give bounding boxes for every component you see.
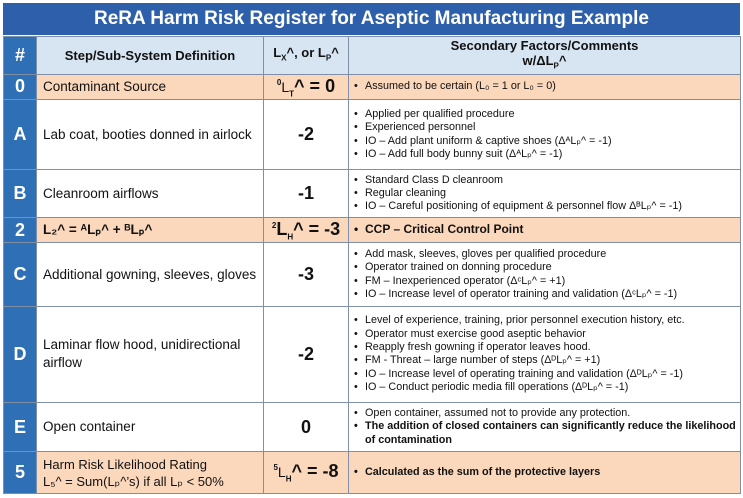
- row-id: A: [4, 99, 37, 170]
- row-comments: [349, 242, 741, 306]
- comment-item: • Standard Class D cleanroom: [353, 174, 740, 187]
- risk-register-table: [3, 36, 741, 494]
- row-comments: [349, 99, 741, 170]
- row-definition: L₂^ = ᴬLₚ^ + ᴮLₚ^: [37, 218, 264, 243]
- comment-item: • Experienced personnel: [353, 121, 740, 134]
- row-comments: [349, 402, 741, 452]
- row-comments: [349, 218, 741, 243]
- comment-item: • IO – Increase level of operator training and validation (ΔᶜLₚ^ = -1): [353, 288, 740, 301]
- row-definition: Open container: [37, 402, 264, 452]
- row-id: 0: [4, 74, 37, 99]
- row-id: B: [4, 170, 37, 218]
- table-row: [4, 307, 741, 402]
- row-definition: Cleanroom airflows: [37, 170, 264, 218]
- header-step: Step/Sub-System Definition: [37, 37, 264, 75]
- row-definition: Additional gowning, sleeves, gloves: [37, 242, 264, 306]
- definition-line: L₅^ = Sum(Lₚ^’s) if all Lₚ < 50%: [43, 473, 224, 489]
- row-comments: [349, 452, 741, 494]
- comment-item: • IO – Add plant uniform & captive shoes (ΔᴬLₚ^ = -1): [353, 135, 740, 148]
- row-likelihood: $^5L_H\^{} = -8$: [264, 452, 349, 494]
- comment-item: • IO – Careful positioning of equipment & personnel flow ΔᴮLₚ^ = -1): [353, 200, 740, 213]
- comment-item: • The addition of closed containers can significantly reduce the likelihood of contamination: [353, 420, 740, 447]
- table-row: [4, 452, 741, 494]
- comment-item: • Assumed to be certain (L₀ = 1 or L₀ = 0): [353, 80, 740, 93]
- row-id: 2: [4, 218, 37, 243]
- comment-item: • Open container, assumed not to provide any protection.: [353, 407, 740, 420]
- row-comments: [349, 74, 741, 99]
- comment-item: • Applied per qualified procedure: [353, 108, 740, 121]
- header-lx: $L_X\^{}$, or $L_P\^{}$: [264, 37, 349, 75]
- header-num: #: [4, 37, 37, 75]
- row-definition: Laminar flow hood, unidirectional airflow: [37, 307, 264, 402]
- comment-item: • FM - Threat – large number of steps (ΔᴰLₚ^ = +1): [353, 354, 740, 367]
- row-likelihood: -3: [264, 242, 349, 306]
- comment-item: • Calculated as the sum of the protective layers: [353, 466, 740, 479]
- page-title: ReRA Harm Risk Register for Aseptic Manufacturing Example: [3, 3, 740, 35]
- comment-item: • Operator trained on donning procedure: [353, 261, 740, 274]
- row-definition: Contaminant Source: [37, 74, 264, 99]
- table-row: [4, 218, 741, 243]
- row-likelihood: $^0L_T\^{} = 0$: [264, 74, 349, 99]
- comment-item: • Reapply fresh gowning if operator leaves hood.: [353, 341, 740, 354]
- comment-item: • Add mask, sleeves, gloves per qualified procedure: [353, 248, 740, 261]
- row-likelihood: -1: [264, 170, 349, 218]
- row-comments: [349, 170, 741, 218]
- table-row: [4, 242, 741, 306]
- table-row: [4, 170, 741, 218]
- row-likelihood: -2: [264, 99, 349, 170]
- row-likelihood: 0: [264, 402, 349, 452]
- comment-item: • Operator must exercise good aseptic behavior: [353, 328, 740, 341]
- table-row: [4, 402, 741, 452]
- comment-item: • FM – Inexperienced operator (ΔᶜLₚ^ = +1): [353, 275, 740, 288]
- row-id: 5: [4, 452, 37, 494]
- row-likelihood: -2: [264, 307, 349, 402]
- row-likelihood: $^2L_H\^{} = -3$: [264, 218, 349, 243]
- definition-line: Harm Risk Likelihood Rating: [43, 456, 208, 472]
- header-row: [4, 37, 741, 75]
- comment-item: • Regular cleaning: [353, 187, 740, 200]
- table-row: [4, 99, 741, 170]
- comment-item: • Level of experience, training, prior personnel execution history, etc.: [353, 314, 740, 327]
- row-definition: [37, 452, 264, 494]
- row-id: C: [4, 242, 37, 306]
- comment-item: • IO – Conduct periodic media fill operations (ΔᴰLₚ^ = -1): [353, 381, 740, 394]
- comment-item: • IO – Increase level of operating training and validation (ΔᴰLₚ^ = -1): [353, 368, 740, 381]
- row-id: E: [4, 402, 37, 452]
- header-comments: Secondary Factors/Comments $w/\Delta L_P\^{}$: [349, 37, 741, 75]
- comment-item: • CCP – Critical Control Point: [353, 223, 740, 236]
- row-id: D: [4, 307, 37, 402]
- comment-item: • IO – Add full body bunny suit (ΔᴬLₚ^ = -1): [353, 148, 740, 161]
- row-definition: Lab coat, booties donned in airlock: [37, 99, 264, 170]
- row-comments: [349, 307, 741, 402]
- table-row: [4, 74, 741, 99]
